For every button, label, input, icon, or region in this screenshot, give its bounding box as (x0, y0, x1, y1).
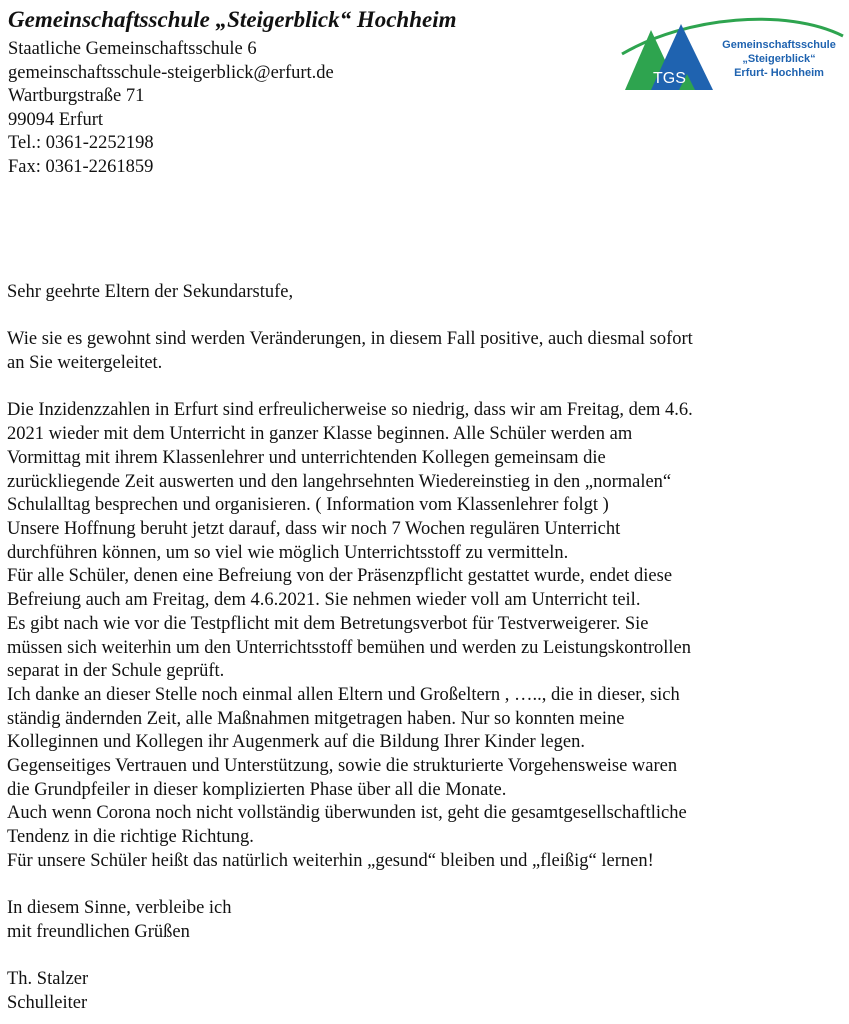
fax-line: Fax: 0361-2261859 (8, 156, 154, 177)
logo-line: Gemeinschaftsschule (722, 39, 836, 51)
address-line: Wartburgstraße 71 (8, 86, 145, 106)
paragraph-line: durchführen können, um so viel wie möglich Unterrichtsstoff zu vermitteln. (7, 542, 569, 563)
paragraph-line: Es gibt nach wie vor die Testpflicht mit dem Betretungsverbot für Testverweigerer. Sie (7, 613, 649, 634)
paragraph-line: zurückliegende Zeit auswerten und den langehrsehnten Wiedereinstieg in den „normalen“ (7, 471, 672, 492)
paragraph-line: Schulalltag besprechen und organisieren. ( Information vom Klassenlehrer folgt ) (7, 495, 609, 516)
paragraph-line: ständig ändernden Zeit, alle Maßnahmen mitgetragen haben. Nur so konnten meine (7, 708, 625, 729)
paragraph-line: Die Inzidenzzahlen in Erfurt sind erfreulicherweise so niedrig, dass wir am Freitag, dem 4.6. (7, 400, 693, 421)
salutation: Sehr geehrte Eltern der Sekundarstufe, (7, 282, 294, 302)
letter-body (7, 281, 842, 1016)
paragraph-line: Gegenseitiges Vertrauen und Unterstützung, sowie die strukturierte Vorgehensweise waren (7, 756, 678, 777)
signature-name: Th. Stalzer (7, 969, 89, 990)
address-line: Staatliche Gemeinschaftsschule 6 (8, 39, 257, 59)
paragraph-line: Tendenz in die richtige Richtung. (7, 827, 254, 848)
logo-badge-text: TGS (653, 70, 686, 87)
paragraph-line: Ich danke an dieser Stelle noch einmal allen Eltern und Großeltern , ….., die in dieser, sich (7, 684, 680, 705)
school-logo (617, 10, 845, 94)
paragraph-line: Unsere Hoffnung beruht jetzt darauf, dass wir noch 7 Wochen regulären Unterricht (7, 519, 621, 539)
logo-line: Erfurt- Hochheim (734, 67, 824, 79)
closing-line: In diesem Sinne, verbleibe ich (7, 898, 232, 919)
paragraph-line: 2021 wieder mit dem Unterricht in ganzer Klasse beginnen. Alle Schüler werden am (7, 424, 633, 445)
paragraph-line: Wie sie es gewohnt sind werden Veränderungen, in diesem Fall positive, auch diesmal sofort (7, 329, 693, 350)
paragraph-line: Kolleginnen und Kollegen ihr Augenmerk auf die Bildung Ihrer Kinder legen. (7, 732, 585, 753)
logo-caption (713, 38, 845, 80)
paragraph-line: Vormittag mit ihrem Klassenlehrer und unterrichtenden Kollegen gemeinsam die (7, 447, 606, 468)
paragraph-line: müssen sich weiterhin um den Unterrichtsstoff bemühen und werden zu Leistungskontrollen (7, 637, 692, 658)
school-title: Gemeinschaftsschule „Steigerblick“ Hochheim (8, 7, 457, 32)
paragraph-line: separat in der Schule geprüft. (7, 661, 225, 682)
closing-line: mit freundlichen Grüßen (7, 921, 190, 942)
email-line: gemeinschaftsschule-steigerblick@erfurt.de (8, 62, 334, 83)
paragraph-line: Befreiung auch am Freitag, dem 4.6.2021. Sie nehmen wieder voll am Unterricht teil. (7, 590, 641, 611)
address-line: 99094 Erfurt (8, 109, 104, 130)
logo-line: „Steigerblick“ (742, 53, 816, 65)
paragraph-line: Auch wenn Corona noch nicht vollständig überwunden ist, geht die gesamtgesellschaftliche (7, 803, 687, 824)
address-block (8, 38, 334, 179)
phone-line: Tel.: 0361-2252198 (8, 133, 154, 153)
paragraph-line: die Grundpfeiler in dieser komplizierten Phase über all die Monate. (7, 779, 507, 800)
paragraph-line: an Sie weitergeleitet. (7, 353, 163, 374)
paragraph-line: Für unsere Schüler heißt das natürlich weiterhin „gesund“ bleiben und „fleißig“ lernen! (7, 850, 654, 871)
signature-title: Schulleiter (7, 993, 88, 1014)
paragraph-line: Für alle Schüler, denen eine Befreiung von der Präsenzpflicht gestattet wurde, endet diese (7, 566, 673, 587)
